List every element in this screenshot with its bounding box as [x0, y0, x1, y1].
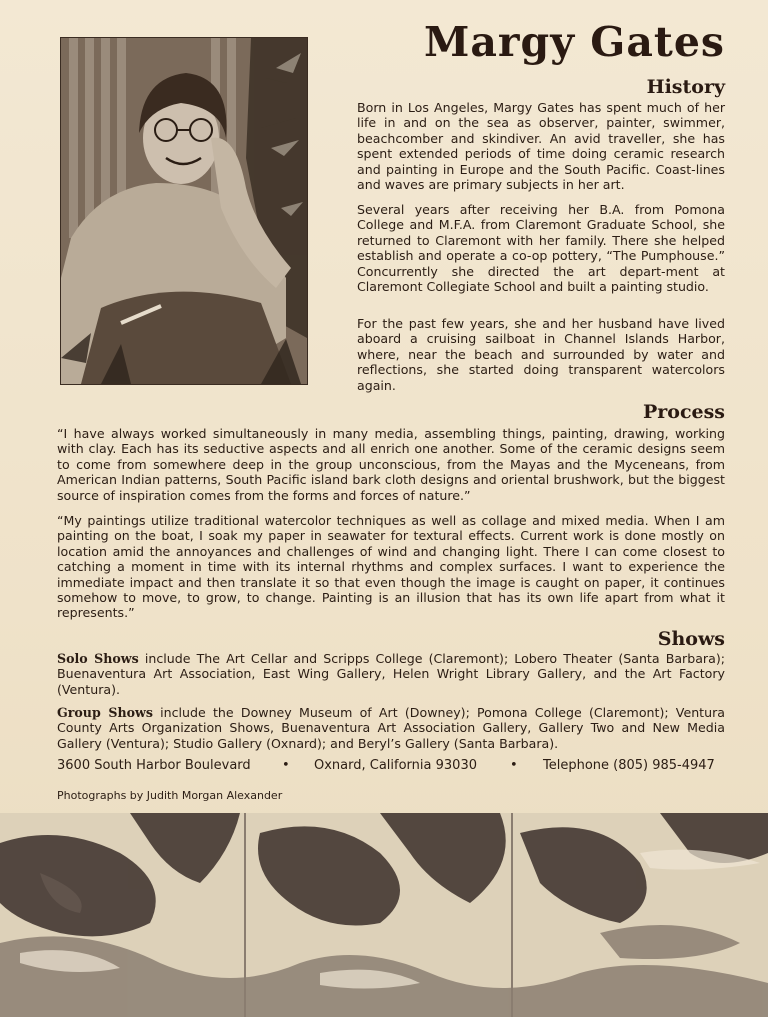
street-address: 3600 South Harbor Boulevard: [57, 758, 251, 773]
solo-shows-text: include The Art Cellar and Scripps College (Claremont); Lobero Theater (Santa Barbara); Buenaventura Art Association, East Wing Gallery, Helen Wright Library Gallery, and the Art Factory (Ventura).: [57, 651, 725, 697]
separator-dot: •: [282, 758, 290, 773]
artist-name: Margy Gates: [423, 18, 725, 66]
photo-credit: Photographs by Judith Morgan Alexander: [57, 789, 283, 802]
solo-shows-label: Solo Shows: [57, 651, 139, 666]
shows-heading: Shows: [657, 628, 725, 650]
history-paragraph-2: Several years after receiving her B.A. from Pomona College and M.F.A. from Claremont Graduate School, she returned to Claremont with her family. There she helped establish and operate a co-op pottery, “The Pumphouse.” Concurrently she directed the art depart-ment at Claremont Collegiate School and built a painting studio.: [357, 202, 725, 295]
process-paragraph-1: “I have always worked simultaneously in many media, assembling things, painting, drawing, working with clay. Each has its seductive aspects and all enrich one another. Some of the ceramic designs seem to come from somewhere deep in the group unconscious, from the Mayas and the Myceneans, from American Indian patterns, South Pacific island bark cloth designs and oriental brushwork, but the biggest source of inspiration comes from the forms and forces of nature.”: [57, 426, 725, 503]
process-paragraph-2: “My paintings utilize traditional watercolor techniques as well as collage and mixed media. When I am painting on the boat, I soak my paper in seawater for textural effects. Current work is done mostly on location amid the annoyances and challenges of wind and changing light. There I can come closest to catching a moment in time with its internal rhythms and complex surfaces. I want to experience the immediate impact and then translate it so that even though the image is caught on paper, it continues somehow to move, to grow, to change. Painting is an illusion that has its own life apart from what it represents.”: [57, 513, 725, 621]
history-paragraph-3: For the past few years, she and her husband have lived aboard a cruising sailboat in Channel Islands Harbor, where, near the beach and surrounded by water and reflections, she started doing transparent watercolors again.: [357, 316, 725, 393]
group-shows-text: include the Downey Museum of Art (Downey); Pomona College (Claremont); Ventura County Arts Organization Shows, Buenaventura Art Association Gallery, Gallery Two and New Media Gallery (Ventura); Studio Gallery (Oxnard); and Beryl’s Gallery (Santa Barbara).: [57, 705, 725, 751]
telephone: Telephone (805) 985-4947: [543, 758, 715, 773]
portrait-photo: [60, 37, 308, 385]
history-paragraph-1: Born in Los Angeles, Margy Gates has spent much of her life in and on the sea as observer, painter, swimmer, beachcomber and skindiver. An avid traveller, she has spent extended periods of time doing ceramic research and painting in Europe and the South Pacific. Coast-lines and waves are primary subjects in her art.: [357, 100, 725, 193]
process-heading: Process: [642, 401, 725, 423]
watercolor-painting: [0, 813, 768, 1017]
solo-shows-paragraph: [57, 651, 725, 697]
history-heading: History: [646, 76, 725, 98]
city-address: Oxnard, California 93030: [314, 758, 477, 773]
separator-dot: •: [510, 758, 518, 773]
group-shows-label: Group Shows: [57, 705, 153, 720]
group-shows-paragraph: [57, 705, 725, 751]
